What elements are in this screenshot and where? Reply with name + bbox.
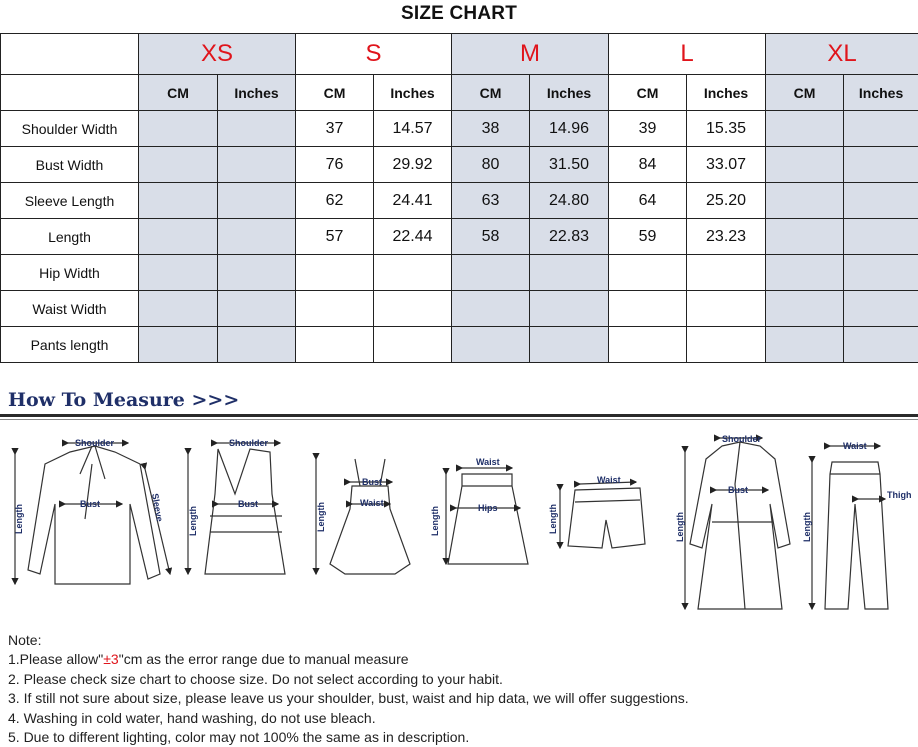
corner-cell	[1, 34, 139, 75]
value-cell: 31.50	[530, 147, 609, 183]
coat-figure	[685, 438, 790, 609]
value-cell: 24.80	[530, 183, 609, 219]
row-label: Waist Width	[1, 291, 139, 327]
value-cell	[844, 327, 918, 363]
unit-inches: Inches	[687, 75, 766, 111]
size-l-header: L	[609, 34, 766, 75]
value-cell	[374, 255, 452, 291]
value-cell: 14.96	[530, 111, 609, 147]
skirt-figure	[446, 468, 528, 564]
value-cell	[844, 255, 918, 291]
row-label: Bust Width	[1, 147, 139, 183]
note-1-pre: 1.Please allow"	[8, 651, 103, 667]
measurement-row	[1, 291, 918, 327]
value-cell	[609, 255, 687, 291]
label-length: Length	[548, 504, 558, 534]
value-cell	[766, 219, 844, 255]
note-line-4: 4. Washing in cold water, hand washing, do not use bleach.	[8, 709, 689, 728]
label-hips: Hips	[478, 503, 498, 513]
value-cell	[296, 291, 374, 327]
how-to-measure-heading: How To Measure >>>	[8, 389, 239, 411]
label-length: Length	[316, 502, 326, 532]
notes-heading: Note:	[8, 631, 689, 650]
divider	[0, 419, 918, 420]
unit-cm: CM	[766, 75, 844, 111]
value-cell	[452, 255, 530, 291]
notes-block	[8, 631, 689, 747]
value-cell: 22.83	[530, 219, 609, 255]
unit-header-row	[1, 75, 918, 111]
size-xs-header: XS	[139, 34, 296, 75]
value-cell	[218, 183, 296, 219]
label-waist: Waist	[597, 475, 621, 485]
label-waist: Waist	[843, 441, 867, 451]
value-cell	[766, 183, 844, 219]
size-m-header: M	[452, 34, 609, 75]
unit-inches: Inches	[530, 75, 609, 111]
label-bust: Bust	[728, 485, 748, 495]
value-cell: 64	[609, 183, 687, 219]
size-chart-title: SIZE CHART	[0, 3, 918, 25]
note-line-5: 5. Due to different lighting, color may not 100% the same as in description.	[8, 728, 689, 747]
unit-cm: CM	[452, 75, 530, 111]
label-shoulder: Shoulder	[229, 438, 268, 448]
value-cell	[139, 255, 218, 291]
value-cell: 33.07	[687, 147, 766, 183]
row-label: Shoulder Width	[1, 111, 139, 147]
value-cell: 22.44	[374, 219, 452, 255]
label-waist: Waist	[476, 457, 500, 467]
label-length: Length	[188, 506, 198, 536]
value-cell: 58	[452, 219, 530, 255]
value-cell	[139, 291, 218, 327]
value-cell	[530, 291, 609, 327]
value-cell	[844, 183, 918, 219]
value-cell: 25.20	[687, 183, 766, 219]
tank-top-figure	[188, 443, 285, 574]
value-cell: 57	[296, 219, 374, 255]
note-line-3: 3. If still not sure about size, please leave us your shoulder, bust, waist and hip data, we will offer suggestions.	[8, 689, 689, 708]
blouse-figure	[15, 443, 170, 584]
note-1-tolerance: ±3	[103, 651, 118, 667]
corner-cell	[1, 75, 139, 111]
label-waist: Waist	[360, 498, 384, 508]
value-cell	[609, 291, 687, 327]
label-length: Length	[675, 512, 685, 542]
value-cell	[844, 219, 918, 255]
size-chart-table	[0, 33, 918, 363]
value-cell	[139, 147, 218, 183]
measurement-row	[1, 219, 918, 255]
value-cell	[374, 327, 452, 363]
value-cell	[844, 111, 918, 147]
value-cell	[844, 147, 918, 183]
unit-cm: CM	[139, 75, 218, 111]
value-cell: 59	[609, 219, 687, 255]
value-cell: 63	[452, 183, 530, 219]
note-line-2: 2. Please check size chart to choose size. Do not select according to your habit.	[8, 670, 689, 689]
value-cell	[296, 255, 374, 291]
value-cell: 23.23	[687, 219, 766, 255]
label-thigh: Thigh	[887, 490, 912, 500]
label-shoulder: Shoulder	[75, 438, 114, 448]
size-s-header: S	[296, 34, 452, 75]
row-label: Sleeve Length	[1, 183, 139, 219]
value-cell: 29.92	[374, 147, 452, 183]
value-cell	[452, 327, 530, 363]
row-label: Pants length	[1, 327, 139, 363]
measurement-row	[1, 147, 918, 183]
value-cell	[218, 291, 296, 327]
label-bust: Bust	[362, 477, 382, 487]
divider	[0, 414, 918, 417]
unit-inches: Inches	[218, 75, 296, 111]
value-cell	[218, 147, 296, 183]
label-length: Length	[14, 504, 24, 534]
value-cell	[530, 327, 609, 363]
value-cell	[374, 291, 452, 327]
unit-inches: Inches	[374, 75, 452, 111]
value-cell: 38	[452, 111, 530, 147]
label-bust: Bust	[238, 499, 258, 509]
label-bust: Bust	[80, 499, 100, 509]
value-cell: 37	[296, 111, 374, 147]
value-cell	[687, 255, 766, 291]
note-1-post: "cm as the error range due to manual measure	[119, 651, 409, 667]
value-cell	[609, 327, 687, 363]
value-cell	[139, 327, 218, 363]
value-cell	[218, 327, 296, 363]
measurement-row	[1, 255, 918, 291]
value-cell	[766, 255, 844, 291]
value-cell	[218, 111, 296, 147]
note-line-1	[8, 650, 689, 669]
unit-cm: CM	[609, 75, 687, 111]
value-cell	[218, 219, 296, 255]
value-cell	[530, 255, 609, 291]
unit-cm: CM	[296, 75, 374, 111]
value-cell	[766, 147, 844, 183]
size-xl-header: XL	[766, 34, 918, 75]
value-cell	[844, 291, 918, 327]
value-cell	[766, 291, 844, 327]
label-length: Length	[430, 506, 440, 536]
value-cell: 84	[609, 147, 687, 183]
value-cell	[139, 183, 218, 219]
measurement-row	[1, 327, 918, 363]
row-label: Length	[1, 219, 139, 255]
value-cell	[139, 111, 218, 147]
measurement-rows	[1, 111, 918, 363]
value-cell: 80	[452, 147, 530, 183]
value-cell	[766, 111, 844, 147]
shorts-figure	[560, 482, 645, 548]
value-cell: 24.41	[374, 183, 452, 219]
value-cell	[139, 219, 218, 255]
unit-inches: Inches	[844, 75, 918, 111]
size-header-row	[1, 34, 918, 75]
value-cell	[296, 327, 374, 363]
value-cell	[452, 291, 530, 327]
garment-measure-illustrations	[0, 424, 918, 624]
value-cell	[687, 291, 766, 327]
value-cell: 15.35	[687, 111, 766, 147]
value-cell: 62	[296, 183, 374, 219]
value-cell	[766, 327, 844, 363]
value-cell	[687, 327, 766, 363]
measurement-row	[1, 183, 918, 219]
row-label: Hip Width	[1, 255, 139, 291]
measurement-row	[1, 111, 918, 147]
value-cell: 14.57	[374, 111, 452, 147]
value-cell: 39	[609, 111, 687, 147]
trousers-figure	[812, 446, 888, 609]
value-cell: 76	[296, 147, 374, 183]
value-cell	[218, 255, 296, 291]
label-sleeve: Sleeve	[150, 493, 165, 523]
label-length: Length	[802, 512, 812, 542]
label-shoulder: Shoulder	[722, 434, 761, 444]
